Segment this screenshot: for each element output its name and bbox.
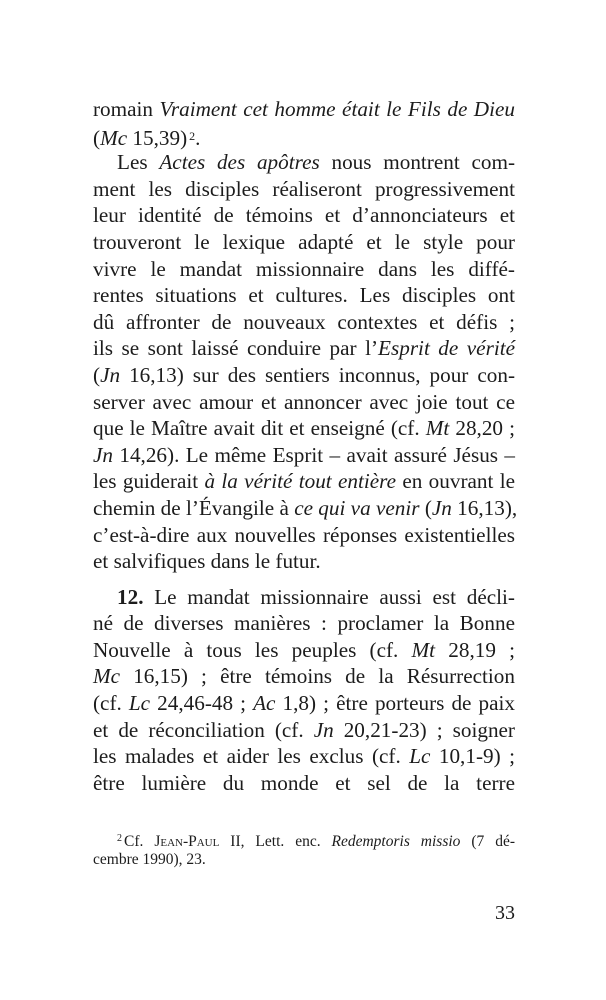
text-line (93, 362, 515, 389)
text-run: Nouvelle à tous les peuples (cf. (93, 637, 412, 662)
italic-text: Mt (425, 416, 450, 441)
italic-text: Ac (253, 691, 276, 716)
text-run: ( (419, 495, 432, 520)
text-line (93, 690, 515, 717)
text-line (93, 123, 515, 150)
text-run: II, Lett. enc. (219, 833, 332, 850)
text-line (93, 522, 515, 549)
page-number: 33 (495, 902, 515, 924)
text-line (93, 282, 515, 309)
text-line (93, 335, 515, 362)
italic-text: Jn (93, 442, 113, 467)
italic-text: Mt (411, 637, 436, 662)
italic-text: Mc (100, 125, 128, 150)
text-run: 15,39) (127, 125, 188, 150)
text-run: 1,8) ; être porteurs de paix (275, 691, 515, 716)
text-run: né de diverses manières : proclamer la Bonne (93, 611, 515, 636)
text-run: Cf. (124, 833, 155, 850)
text-run: cembre 1990), 23. (93, 850, 206, 868)
text-run: ment les disciples réaliseront progressivement (93, 176, 515, 201)
text-run: 24,46-48 ; (150, 691, 254, 716)
italic-text: Mc (93, 664, 121, 689)
italic-text: Redemptoris missio (331, 833, 461, 850)
text-run: rentes situations et cultures. Les disciples ont (93, 283, 515, 308)
text-line (93, 717, 515, 744)
text-line (93, 495, 518, 522)
text-run: et salvifiques dans le futur. (93, 549, 321, 574)
text-run: nous montrent com- (319, 150, 516, 175)
footnote-number: 2 (117, 833, 122, 844)
footnote-text (93, 829, 515, 870)
text-line (93, 149, 515, 176)
text-run: dû affronter de nouveaux contextes et défis ; (93, 309, 515, 334)
paragraph-actes (93, 149, 518, 575)
italic-text: Actes des apôtres (159, 150, 320, 175)
footnote-reference: 2 (189, 128, 196, 143)
text-run: chemin de l’Évangile à (93, 495, 295, 520)
text-run: que le Maître avait dit et enseigné (cf. (93, 416, 426, 441)
text-line (93, 176, 515, 203)
italic-text: Jn (313, 717, 334, 742)
text-run: 28,20 ; (449, 416, 515, 441)
body-text (93, 96, 518, 796)
text-run: (7 dé- (460, 833, 515, 850)
italic-text: Jn (100, 362, 121, 387)
text-run: c’est-à-dire aux nouvelles réponses existentielles (93, 522, 515, 547)
paragraph-12 (93, 584, 515, 797)
text-run: être lumière du monde et sel de la terre (93, 770, 515, 795)
italic-text: Esprit de vérité (378, 336, 516, 361)
text-run: et de réconciliation (cf. (93, 717, 314, 742)
footnote (93, 829, 515, 870)
text-line (93, 202, 515, 229)
text-run: ils se sont laissé conduire par l’ (93, 336, 379, 361)
text-line (93, 663, 515, 690)
text-line (93, 610, 515, 637)
italic-text: Vraiment cet homme était le Fils de Dieu (159, 97, 515, 121)
italic-text: Lc (409, 744, 431, 769)
text-run: 16,13) sur des sentiers inconnus, pour con- (120, 362, 515, 387)
text-run: (cf. (93, 691, 129, 716)
text-line (93, 850, 515, 871)
text-line (93, 309, 515, 336)
text-run: en ouvrant le (396, 469, 515, 494)
text-run: romain (93, 97, 160, 121)
text-line (93, 743, 515, 770)
text-run: vivre le mandat missionnaire dans les diffé- (93, 256, 515, 281)
text-run: ( (93, 362, 101, 387)
text-run: 28,19 ; (435, 637, 515, 662)
text-line (93, 256, 515, 283)
text-run: Les (117, 150, 160, 175)
text-run: 14,26). Le même Esprit – avait assuré Jésus – (113, 442, 515, 467)
text-line (93, 229, 515, 256)
text-line (93, 829, 515, 850)
text-run: 16,15) ; être témoins de la Résurrection (120, 664, 515, 689)
text-line (93, 442, 515, 469)
text-line (93, 96, 515, 123)
text-run: ( (93, 125, 101, 150)
text-run: 20,21-23) ; soigner (333, 717, 515, 742)
section-number: 12. (117, 584, 144, 609)
text-run: Le mandat missionnaire aussi est décli- (143, 584, 515, 609)
text-line (93, 584, 515, 611)
text-line (93, 637, 515, 664)
text-line (93, 468, 515, 495)
text-run: server avec amour et annoncer avec joie tout ce (93, 389, 515, 414)
text-run: trouveront le lexique adapté et le style pour (93, 229, 515, 254)
text-run: . (195, 125, 201, 150)
text-run: Jean-Paul (154, 833, 220, 850)
text-line (93, 770, 515, 797)
italic-text: Jn (431, 495, 452, 520)
italic-text: Lc (128, 691, 151, 716)
paragraph-continuation (93, 96, 515, 149)
text-run: 16,13), (451, 495, 518, 520)
text-run: les guiderait (93, 469, 205, 494)
italic-text: à la vérité tout entière (204, 469, 397, 494)
italic-text: ce qui va venir (294, 495, 420, 520)
text-line (93, 548, 515, 575)
text-run: leur identité de témoins et d’annonciateurs et (93, 203, 515, 228)
text-line (93, 415, 515, 442)
text-run: 10,1-9) ; (430, 744, 515, 769)
text-run: les malades et aider les exclus (cf. (93, 744, 410, 769)
text-line (93, 389, 515, 416)
